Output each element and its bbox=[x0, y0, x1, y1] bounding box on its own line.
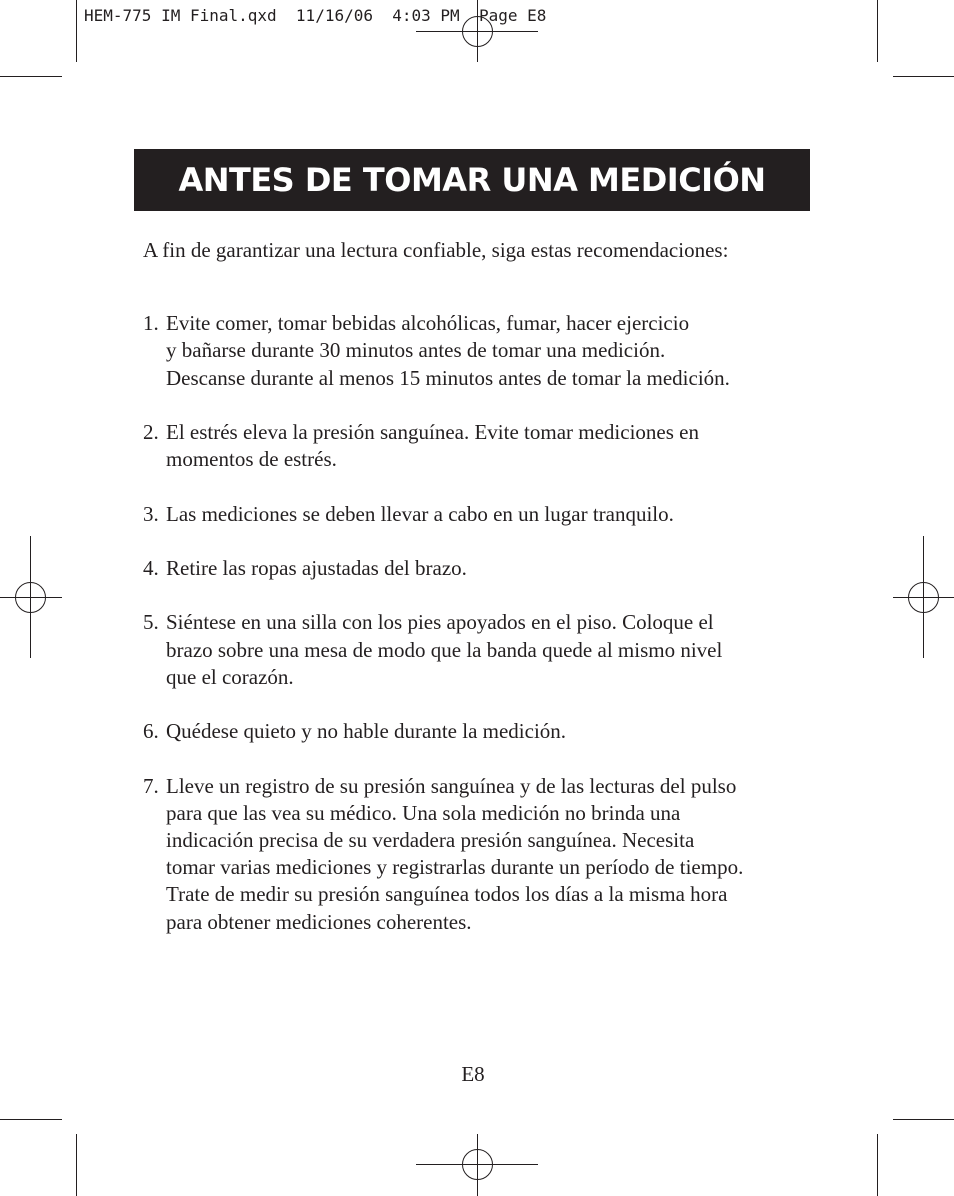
page-number: E8 bbox=[461, 1062, 485, 1086]
list-item-number: 6. bbox=[143, 719, 159, 744]
list-item bbox=[143, 555, 823, 582]
list-item-line: Descanse durante al menos 15 minutos antes de tomar la medición. bbox=[166, 365, 730, 390]
list-item-number: 1. bbox=[143, 311, 159, 336]
list-item-line: Evite comer, tomar bebidas alcohólicas, fumar, hacer ejercicio bbox=[166, 311, 690, 336]
list-item-text bbox=[166, 609, 722, 691]
list-item-text bbox=[166, 310, 730, 392]
list-item-text bbox=[166, 555, 467, 582]
list-item-number: 4. bbox=[143, 555, 159, 580]
list-item-line: El estrés eleva la presión sanguínea. Evite tomar mediciones en bbox=[166, 420, 699, 444]
page-content bbox=[143, 237, 823, 936]
registration-mark-bottom bbox=[416, 1134, 538, 1196]
list-item bbox=[143, 501, 823, 528]
list-item-number: 3. bbox=[143, 501, 159, 526]
list-item-line: brazo sobre una mesa de modo que la banda quede al mismo nivel bbox=[166, 637, 723, 662]
list-item bbox=[143, 718, 823, 745]
list-item-number: 2. bbox=[143, 420, 159, 444]
registration-mark-left bbox=[0, 536, 62, 658]
list-item-line: para que las vea su médico. Una sola medición no brinda una bbox=[166, 800, 681, 825]
list-item-line: Retire las ropas ajustadas del brazo. bbox=[166, 555, 467, 580]
list-item-line: indicación precisa de su verdadera presión sanguínea. Necesita bbox=[166, 827, 695, 852]
list-item-line: y bañarse durante 30 minutos antes de tomar una medición. bbox=[166, 338, 666, 363]
list-item bbox=[143, 609, 823, 691]
page-title: ANTES DE TOMAR UNA MEDICIÓN bbox=[178, 161, 766, 199]
list-item-line: Trate de medir su presión sanguínea todos los días a la misma hora bbox=[166, 882, 728, 907]
print-slug-line: HEM-775 IM Final.qxd 11/16/06 4:03 PM Page E8 bbox=[84, 6, 547, 25]
intro-paragraph: A fin de garantizar una lectura confiable, siga estas recomendaciones: bbox=[143, 238, 729, 262]
list-item-number: 5. bbox=[143, 610, 159, 635]
list-item-text bbox=[166, 501, 674, 528]
registration-mark-right bbox=[893, 536, 954, 658]
recommendations-list bbox=[143, 310, 823, 936]
registration-mark-top bbox=[416, 0, 538, 62]
list-item-number: 7. bbox=[143, 773, 159, 798]
section-title-bar bbox=[134, 149, 810, 211]
list-item-line: momentos de estrés. bbox=[166, 447, 337, 472]
list-item-line: Siéntese en una silla con los pies apoyados en el piso. Coloque el bbox=[166, 610, 714, 635]
list-item-line: Las mediciones se deben llevar a cabo en un lugar tranquilo. bbox=[166, 501, 674, 526]
list-item-line: Quédese quieto y no hable durante la medición. bbox=[166, 719, 567, 744]
list-item-line: tomar varias mediciones y registrarlas durante un período de tiempo. bbox=[166, 855, 744, 880]
list-item-text bbox=[166, 718, 566, 745]
list-item-line: para obtener mediciones coherentes. bbox=[166, 909, 472, 934]
list-item-text bbox=[166, 419, 699, 473]
list-item bbox=[143, 419, 823, 473]
list-item bbox=[143, 773, 823, 936]
list-item-line: Lleve un registro de su presión sanguínea y de las lecturas del pulso bbox=[166, 773, 737, 798]
list-item-line: que el corazón. bbox=[166, 664, 294, 689]
list-item bbox=[143, 310, 823, 392]
list-item-text bbox=[166, 773, 743, 936]
